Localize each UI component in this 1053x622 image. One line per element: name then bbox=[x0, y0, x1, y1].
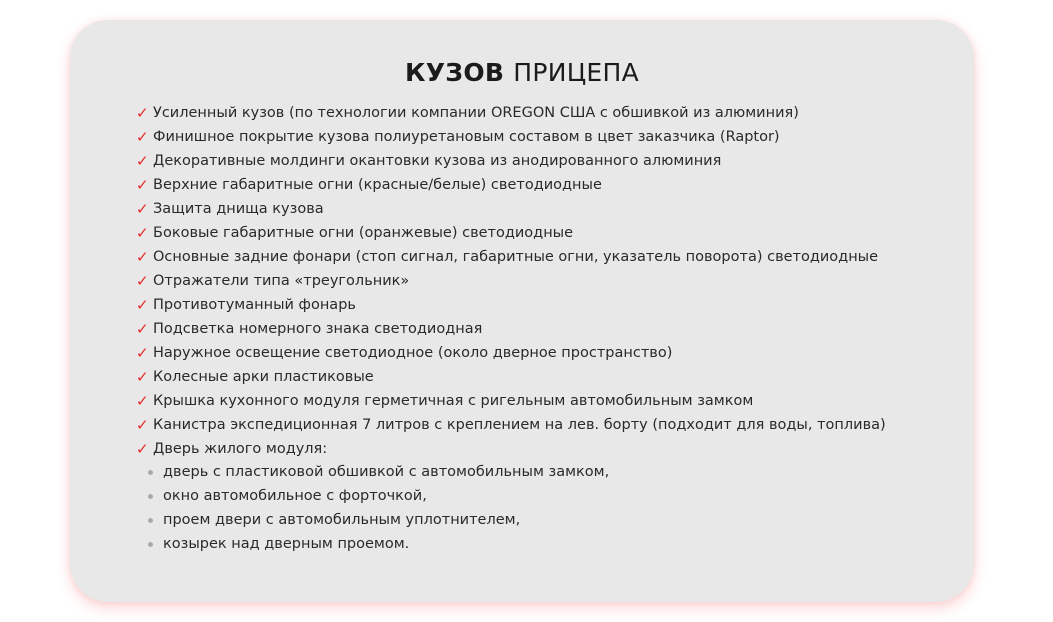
checkmark-icon: ✓ bbox=[136, 248, 149, 266]
features-list bbox=[136, 101, 886, 461]
checkmark-icon: ✓ bbox=[136, 392, 149, 410]
checkmark-icon: ✓ bbox=[136, 344, 149, 362]
list-item bbox=[136, 245, 886, 269]
feature-text: Противотуманный фонарь bbox=[153, 297, 356, 313]
bullet-dot-icon bbox=[148, 542, 153, 547]
checkmark-icon: ✓ bbox=[136, 272, 149, 290]
checkmark-icon: ✓ bbox=[136, 176, 149, 194]
feature-text: Усиленный кузов (по технологии компании OREGON США с обшивкой из алюминия) bbox=[153, 105, 799, 121]
list-item bbox=[136, 197, 886, 221]
feature-text: Основные задние фонари (стоп сигнал, габаритные огни, указатель поворота) светодиодные bbox=[153, 249, 879, 265]
sub-list-item bbox=[148, 508, 609, 532]
door-detail-text: проем двери с автомобильным уплотнителем, bbox=[163, 512, 521, 528]
list-item bbox=[136, 341, 886, 365]
checkmark-icon: ✓ bbox=[136, 224, 149, 242]
feature-text: Подсветка номерного знака светодиодная bbox=[153, 321, 483, 337]
door-detail-text: окно автомобильное с форточкой, bbox=[163, 488, 427, 504]
feature-text: Защита днища кузова bbox=[153, 201, 324, 217]
list-item bbox=[136, 317, 886, 341]
list-item bbox=[136, 125, 886, 149]
checkmark-icon: ✓ bbox=[136, 440, 149, 458]
bullet-dot-icon bbox=[148, 494, 153, 499]
list-item bbox=[136, 437, 886, 461]
list-item bbox=[136, 101, 886, 125]
trailer-body-card bbox=[70, 20, 974, 602]
bullet-dot-icon bbox=[148, 518, 153, 523]
feature-text: Дверь жилого модуля: bbox=[153, 441, 328, 457]
door-detail-text: козырек над дверным проемом. bbox=[163, 536, 410, 552]
list-item bbox=[136, 149, 886, 173]
sub-list-item bbox=[148, 532, 609, 556]
feature-text: Декоративные молдинги окантовки кузова из анодированного алюминия bbox=[153, 153, 722, 169]
feature-text: Финишное покрытие кузова полиуретановым составом в цвет заказчика (Raptor) bbox=[153, 129, 780, 145]
checkmark-icon: ✓ bbox=[136, 320, 149, 338]
list-item bbox=[136, 269, 886, 293]
list-item bbox=[136, 173, 886, 197]
door-details-list bbox=[148, 460, 609, 556]
sub-list-item bbox=[148, 484, 609, 508]
checkmark-icon: ✓ bbox=[136, 200, 149, 218]
feature-text: Колесные арки пластиковые bbox=[153, 369, 374, 385]
feature-text: Наружное освещение светодиодное (около дверное пространство) bbox=[153, 345, 673, 361]
checkmark-icon: ✓ bbox=[136, 128, 149, 146]
feature-text: Верхние габаритные огни (красные/белые) светодиодные bbox=[153, 177, 602, 193]
checkmark-icon: ✓ bbox=[136, 296, 149, 314]
checkmark-icon: ✓ bbox=[136, 104, 149, 122]
feature-text: Крышка кухонного модуля герметичная с ригельным автомобильным замком bbox=[153, 393, 754, 409]
list-item bbox=[136, 293, 886, 317]
checkmark-icon: ✓ bbox=[136, 368, 149, 386]
checkmark-icon: ✓ bbox=[136, 152, 149, 170]
title-bold-part: КУЗОВ bbox=[404, 58, 505, 87]
title-rest-part: ПРИЦЕПА bbox=[513, 58, 640, 87]
feature-text: Отражатели типа «треугольник» bbox=[153, 273, 410, 289]
sub-list-item bbox=[148, 460, 609, 484]
feature-text: Канистра экспедиционная 7 литров с креплением на лев. борту (подходит для воды, топлива) bbox=[153, 417, 886, 433]
section-title bbox=[70, 58, 974, 88]
list-item bbox=[136, 221, 886, 245]
list-item bbox=[136, 389, 886, 413]
checkmark-icon: ✓ bbox=[136, 416, 149, 434]
list-item bbox=[136, 413, 886, 437]
feature-text: Боковые габаритные огни (оранжевые) светодиодные bbox=[153, 225, 574, 241]
list-item bbox=[136, 365, 886, 389]
bullet-dot-icon bbox=[148, 470, 153, 475]
door-detail-text: дверь с пластиковой обшивкой с автомобильным замком, bbox=[163, 464, 610, 480]
